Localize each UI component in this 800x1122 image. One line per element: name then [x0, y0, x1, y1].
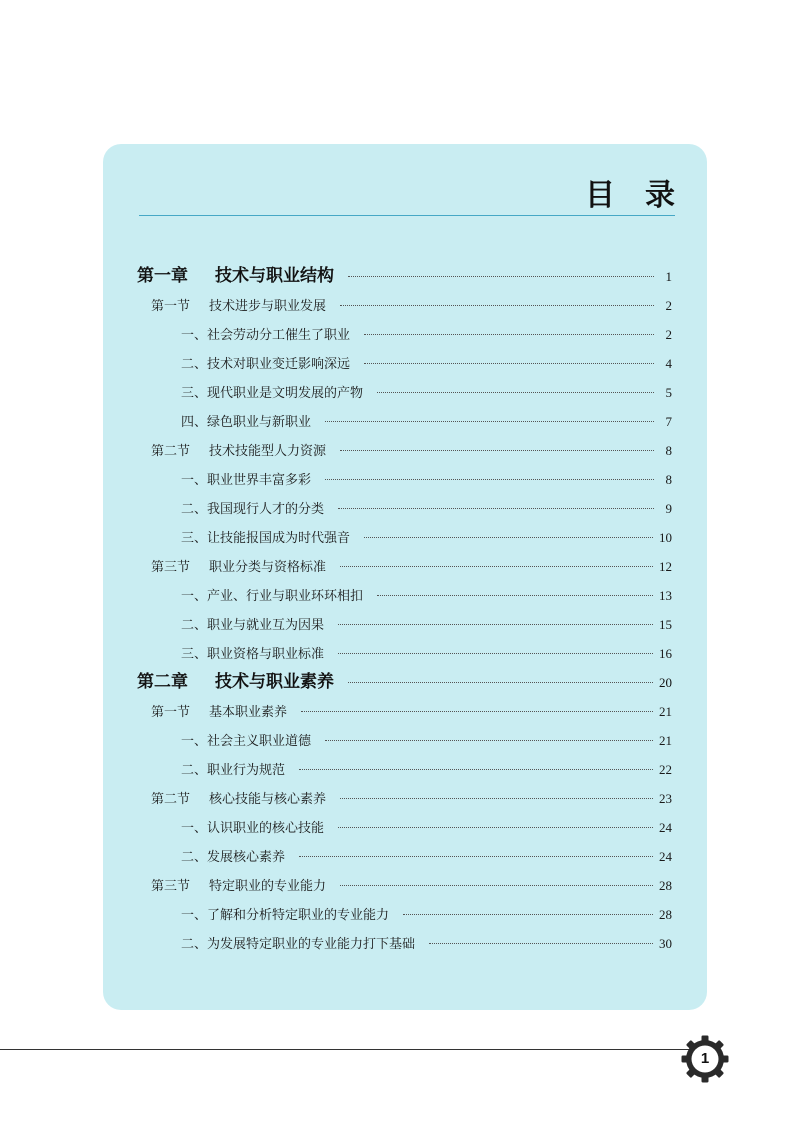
toc-entry-number: 二、: [181, 357, 208, 372]
toc-title: 目录: [585, 178, 705, 213]
toc-entry-title: 特定职业的专业能力: [209, 879, 327, 894]
toc-entry-page: 9: [665, 501, 672, 516]
toc-entry-page: 21: [659, 733, 672, 748]
toc-entry-number: 二、: [181, 850, 208, 865]
toc-entry-title: 绿色职业与新职业: [207, 415, 312, 430]
toc-entry-number: 一、: [181, 589, 208, 604]
dot-leader: [377, 392, 654, 393]
dot-leader: [299, 769, 653, 770]
toc-entry-number: 一、: [181, 473, 208, 488]
toc-entry-number: 第一节: [151, 705, 191, 720]
toc-entry-title: 技术与职业结构: [215, 266, 334, 286]
toc-entry-number: 第二章: [137, 672, 188, 692]
toc-entry-item: [137, 523, 672, 552]
dot-leader: [325, 740, 653, 741]
toc-entry-page: 8: [665, 472, 672, 487]
toc-entry-title: 职业分类与资格标准: [209, 560, 327, 575]
toc-entry-number: 第二节: [151, 444, 191, 459]
toc-entry-title: 现代职业是文明发展的产物: [207, 386, 364, 401]
toc-entry-number: 三、: [181, 531, 208, 546]
toc-entry-page: 24: [659, 820, 672, 835]
toc-entry-item: [137, 639, 672, 668]
toc-entry-section: [137, 697, 672, 726]
toc-entry-page: 2: [665, 298, 672, 313]
toc-entry-title: 我国现行人才的分类: [207, 502, 325, 517]
dot-leader: [325, 479, 654, 480]
dot-leader: [299, 856, 653, 857]
toc-entry-item: [137, 407, 672, 436]
toc-entry-number: 第一节: [151, 299, 191, 314]
toc-entry-title: 了解和分析特定职业的专业能力: [207, 908, 390, 923]
toc-entry-item: [137, 349, 672, 378]
toc-entry-title: 产业、行业与职业环环相扣: [207, 589, 364, 604]
toc-entry-page: 21: [659, 704, 672, 719]
toc-panel: [103, 144, 707, 1010]
dot-leader: [338, 653, 653, 654]
toc-entry-number: 一、: [181, 908, 208, 923]
toc-entry-number: 二、: [181, 502, 208, 517]
toc-entry-item: [137, 842, 672, 871]
dot-leader: [348, 682, 653, 683]
toc-entry-page: 5: [665, 385, 672, 400]
toc-entry-item: [137, 494, 672, 523]
toc-entry-item: [137, 929, 672, 958]
toc-entry-title: 技术进步与职业发展: [209, 299, 327, 314]
toc-entry-section: [137, 291, 672, 320]
toc-entry-number: 第一章: [137, 266, 188, 286]
toc-entry-number: 二、: [181, 763, 208, 778]
toc-entry-item: [137, 610, 672, 639]
toc-entry-page: 23: [659, 791, 672, 806]
dot-leader: [301, 711, 653, 712]
dot-leader: [338, 827, 653, 828]
toc-entry-chapter: [137, 262, 672, 291]
toc-entry-chapter: [137, 668, 672, 697]
toc-entry-title: 基本职业素养: [209, 705, 288, 720]
toc-entry-number: 三、: [181, 386, 208, 401]
toc-entry-title: 核心技能与核心素养: [209, 792, 327, 807]
toc-entry-item: [137, 320, 672, 349]
dot-leader: [364, 363, 654, 364]
dot-leader: [340, 305, 654, 306]
toc-entry-page: 15: [659, 617, 672, 632]
toc-entry-section: [137, 436, 672, 465]
toc-entry-page: 4: [665, 356, 672, 371]
toc-entry-title: 认识职业的核心技能: [207, 821, 325, 836]
toc-entry-title: 技术对职业变迁影响深远: [207, 357, 351, 372]
toc-entry-page: 24: [659, 849, 672, 864]
toc-entry-number: 一、: [181, 328, 208, 343]
toc-entry-section: [137, 871, 672, 900]
toc-entry-section: [137, 784, 672, 813]
dot-leader: [340, 450, 654, 451]
toc-list: [137, 262, 672, 958]
toc-entry-page: 10: [659, 530, 672, 545]
toc-entry-page: 20: [659, 675, 672, 690]
toc-entry-item: [137, 581, 672, 610]
toc-entry-page: 2: [665, 327, 672, 342]
toc-entry-item: [137, 755, 672, 784]
page-number: 1: [700, 1050, 710, 1067]
dot-leader: [377, 595, 653, 596]
toc-entry-item: [137, 378, 672, 407]
toc-entry-page: 30: [659, 936, 672, 951]
toc-entry-title: 技术与职业素养: [215, 672, 334, 692]
toc-entry-page: 8: [665, 443, 672, 458]
dot-leader: [338, 508, 654, 509]
toc-entry-title: 职业资格与职业标准: [207, 647, 325, 662]
toc-entry-page: 28: [659, 907, 672, 922]
toc-entry-number: 一、: [181, 734, 208, 749]
toc-entry-title: 社会劳动分工催生了职业: [207, 328, 351, 343]
dot-leader: [340, 566, 653, 567]
toc-entry-number: 第三节: [151, 879, 191, 894]
footer-rule: [0, 1049, 690, 1050]
toc-entry-section: [137, 552, 672, 581]
toc-entry-number: 第三节: [151, 560, 191, 575]
dot-leader: [325, 421, 654, 422]
toc-entry-page: 16: [659, 646, 672, 661]
toc-entry-page: 1: [665, 269, 672, 284]
toc-entry-item: [137, 900, 672, 929]
toc-entry-item: [137, 813, 672, 842]
title-underline: [139, 215, 675, 216]
toc-entry-title: 职业与就业互为因果: [207, 618, 325, 633]
dot-leader: [348, 276, 654, 277]
toc-entry-number: 一、: [181, 821, 208, 836]
toc-entry-number: 三、: [181, 647, 208, 662]
dot-leader: [403, 914, 653, 915]
toc-entry-page: 22: [659, 762, 672, 777]
toc-entry-page: 28: [659, 878, 672, 893]
dot-leader: [340, 885, 653, 886]
toc-entry-page: 7: [665, 414, 672, 429]
dot-leader: [364, 537, 653, 538]
toc-entry-title: 让技能报国成为时代强音: [207, 531, 351, 546]
dot-leader: [429, 943, 653, 944]
dot-leader: [364, 334, 654, 335]
toc-entry-number: 二、: [181, 618, 208, 633]
toc-entry-number: 第二节: [151, 792, 191, 807]
toc-entry-page: 13: [659, 588, 672, 603]
toc-entry-title: 为发展特定职业的专业能力打下基础: [207, 937, 416, 952]
dot-leader: [340, 798, 653, 799]
toc-entry-title: 职业行为规范: [207, 763, 286, 778]
toc-entry-title: 发展核心素养: [207, 850, 286, 865]
toc-entry-item: [137, 726, 672, 755]
toc-entry-title: 社会主义职业道德: [207, 734, 312, 749]
toc-entry-title: 技术技能型人力资源: [209, 444, 327, 459]
dot-leader: [338, 624, 653, 625]
toc-entry-page: 12: [659, 559, 672, 574]
toc-entry-number: 四、: [181, 415, 208, 430]
toc-entry-number: 二、: [181, 937, 208, 952]
toc-entry-title: 职业世界丰富多彩: [207, 473, 312, 488]
toc-entry-item: [137, 465, 672, 494]
